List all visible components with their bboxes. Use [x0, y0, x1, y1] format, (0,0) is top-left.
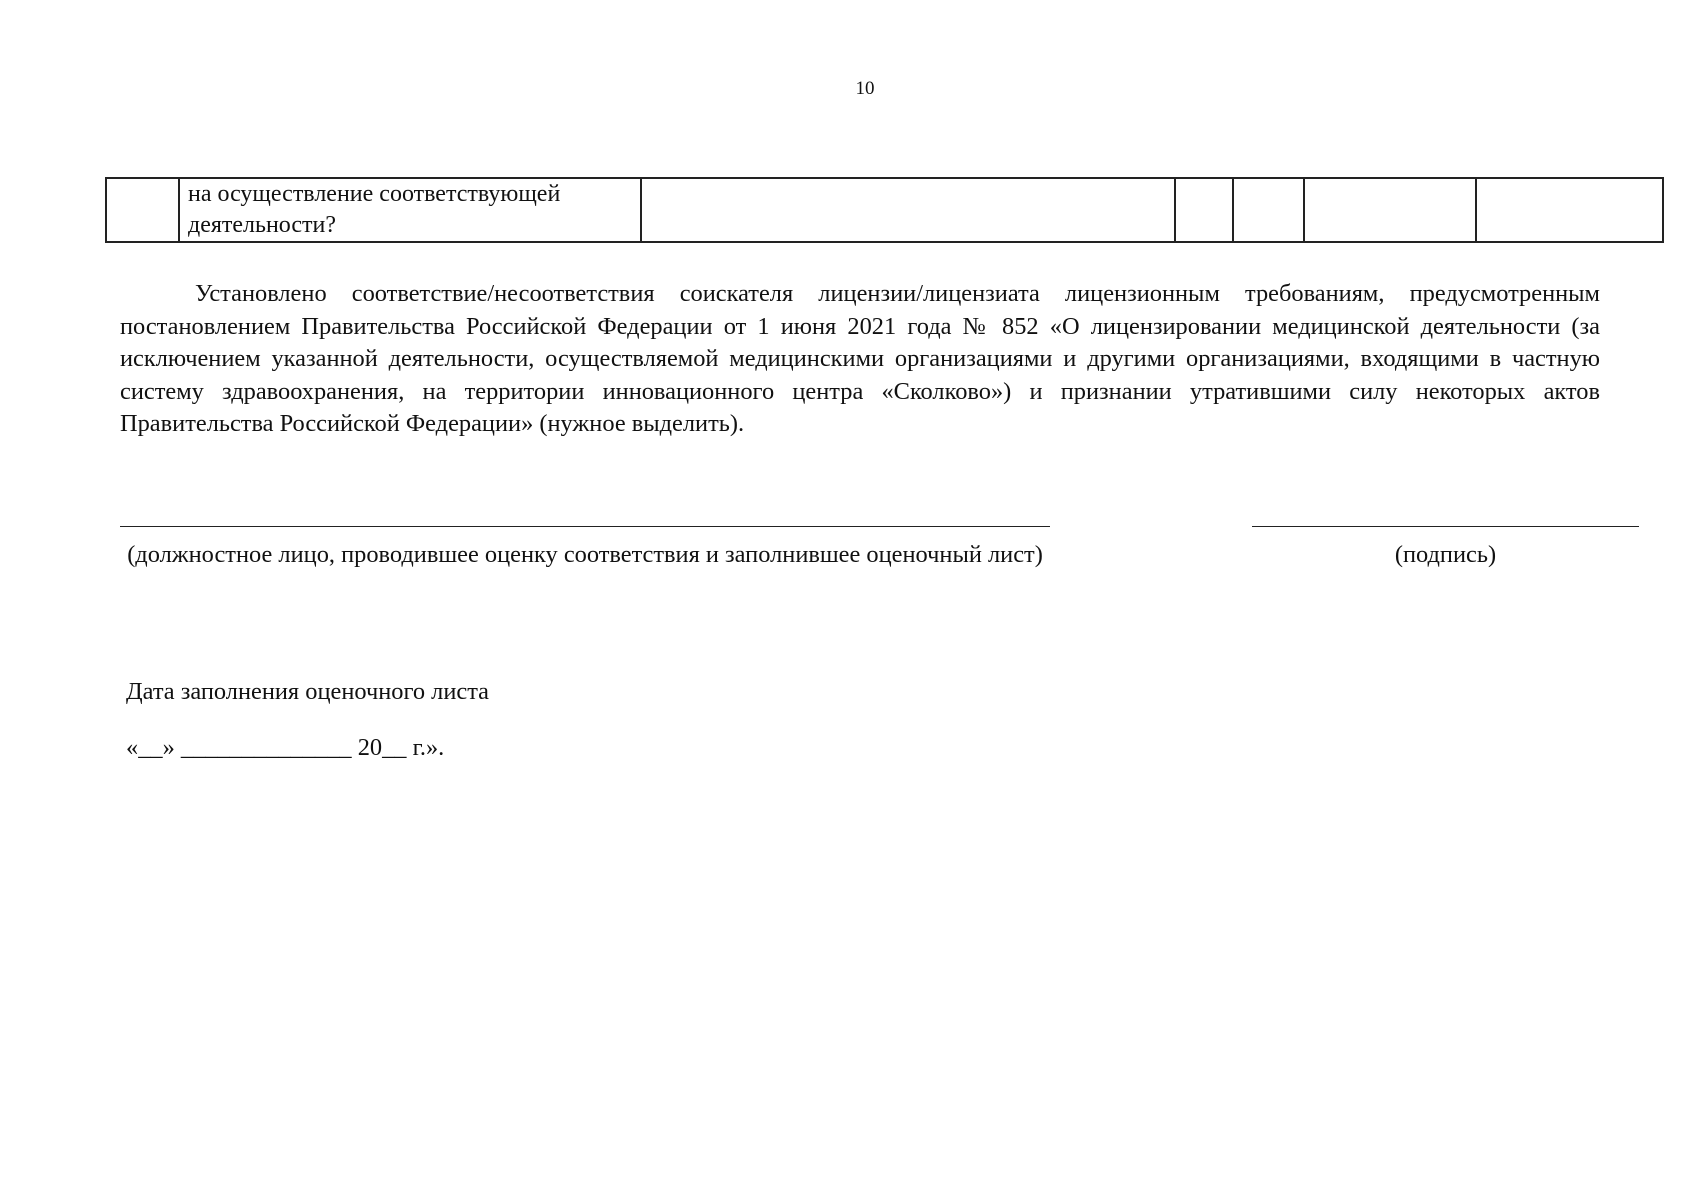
table-cell-yes [1175, 178, 1233, 242]
table-cell-not-applicable [1304, 178, 1476, 242]
page-number: 10 [855, 78, 875, 99]
table-cell-basis [641, 178, 1175, 242]
signature-line [1252, 526, 1639, 527]
table-cell-no [1233, 178, 1304, 242]
official-caption: (должностное лицо, проводившее оценку соответствия и заполнившее оценочный лист) [127, 541, 1043, 568]
signature-caption: (подпись) [1394, 541, 1497, 568]
date-fill-line: «__» ______________ 20__ г.». [126, 734, 445, 761]
official-signature-line [120, 526, 1050, 527]
date-label: Дата заполнения оценочного листа [126, 678, 489, 705]
table-row [106, 178, 1663, 242]
table-cell-note [1476, 178, 1663, 242]
conclusion-paragraph: Установлено соответствие/несоответствия соискателя лицензии/лицензиата лицензионным требованиям, предусмотренным постановлением Правительства Российской Федерации от 1 июня 2021 года № 852 «О лицензировании медицинской деятельности (за исключением указанной деятельности, осуществляемой медицинскими организациями и другими организациями, входящими в частную систему здравоохранения, на территории инновационного центра «Сколково») и признании утратившими силу некоторых актов Правительства Российской Федерации» (нужное выделить). [120, 280, 1600, 437]
evaluation-table-row [105, 177, 1664, 243]
table-cell-question: на осуществление соответствующей деятельности? [179, 178, 641, 242]
table-cell-number [106, 178, 179, 242]
